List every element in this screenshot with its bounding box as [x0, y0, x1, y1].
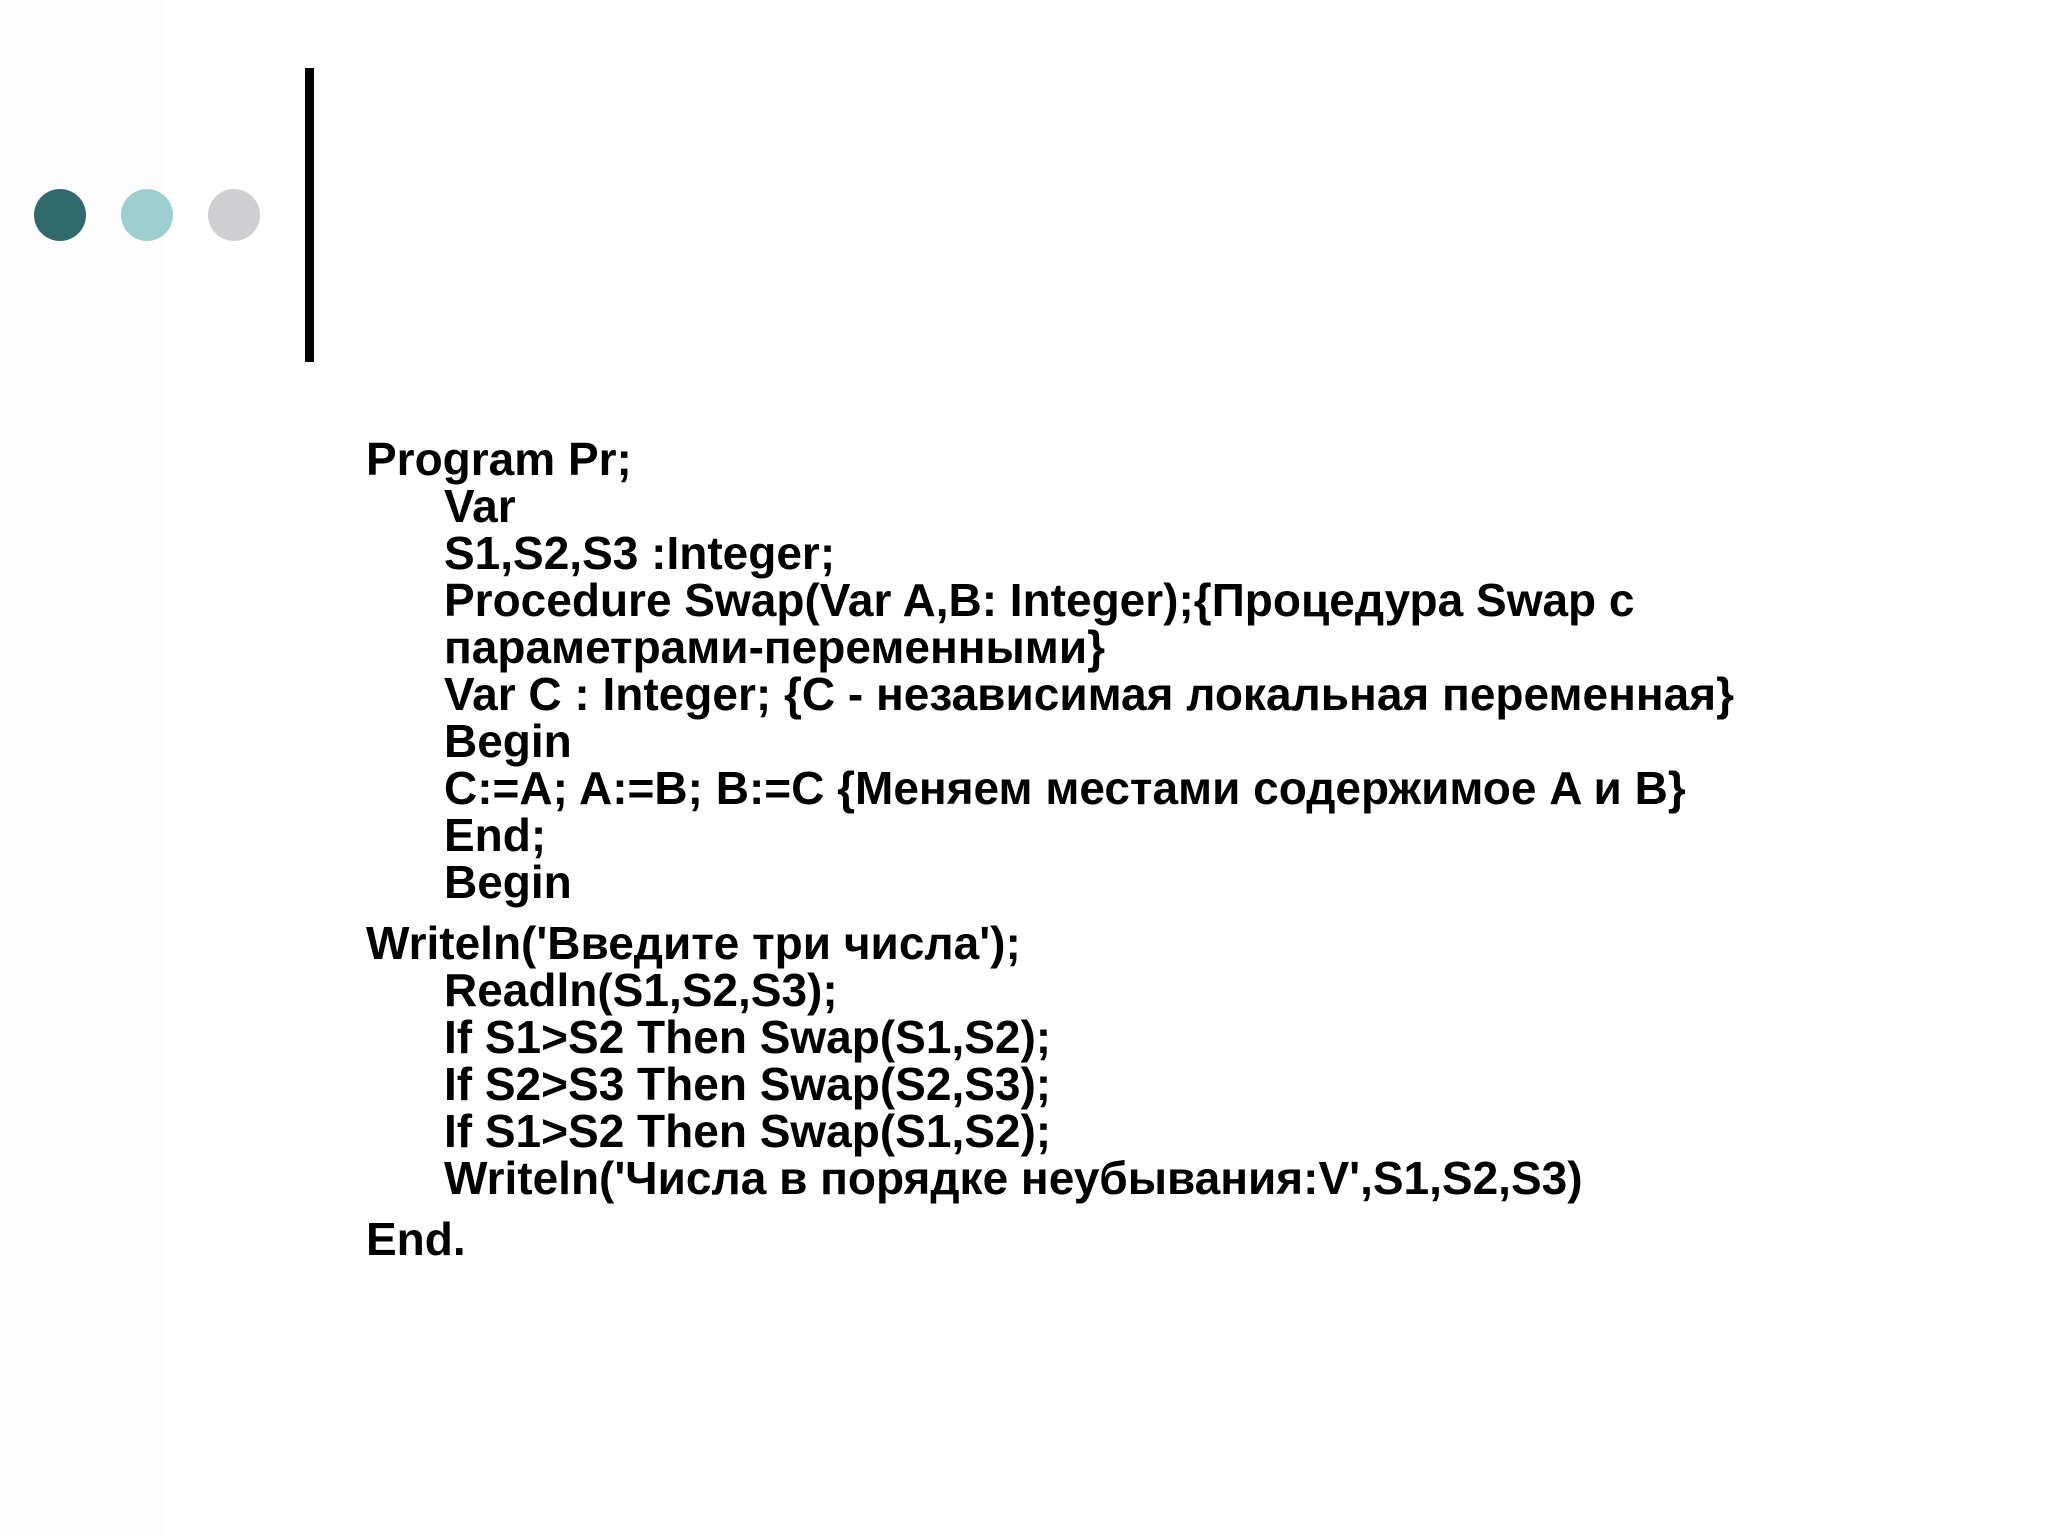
code-line: Program Pr; [366, 433, 632, 485]
code-line: End. [366, 1213, 466, 1265]
code-line: End; [444, 809, 547, 861]
code-block [366, 433, 2006, 1265]
code-line: Readln(S1,S2,S3); [444, 964, 838, 1016]
code-line: Var [444, 480, 516, 532]
code-line: параметрами-переменными} [444, 621, 1106, 673]
code-line: S1,S2,S3 :Integer; [444, 527, 836, 579]
code-line: If S1>S2 Then Swap(S1,S2); [444, 1105, 1052, 1157]
code-line: C:=A; A:=B; B:=C {Меняем местами содержимое A и B} [444, 762, 1686, 814]
code-line: If S1>S2 Then Swap(S1,S2); [444, 1011, 1052, 1063]
code-line: Begin [444, 856, 572, 908]
code-line: Var C : Integer; {C - независимая локальная переменная} [444, 668, 1734, 720]
code-line: Procedure Swap(Var A,B: Integer);{Процедура Swap с [444, 574, 1635, 626]
decorative-dot-gray [208, 189, 260, 241]
code-line: Writeln('Введите три числа'); [366, 917, 1021, 969]
code-line: Begin [444, 715, 572, 767]
title-divider-bar [305, 68, 314, 362]
code-line: Writeln('Числа в порядке неубывания:V',S1,S2,S3) [444, 1152, 1583, 1204]
code-line: If S2>S3 Then Swap(S2,S3); [444, 1058, 1052, 1110]
decorative-dot-dark-teal [34, 189, 86, 241]
decorative-dot-light-teal [121, 189, 173, 241]
